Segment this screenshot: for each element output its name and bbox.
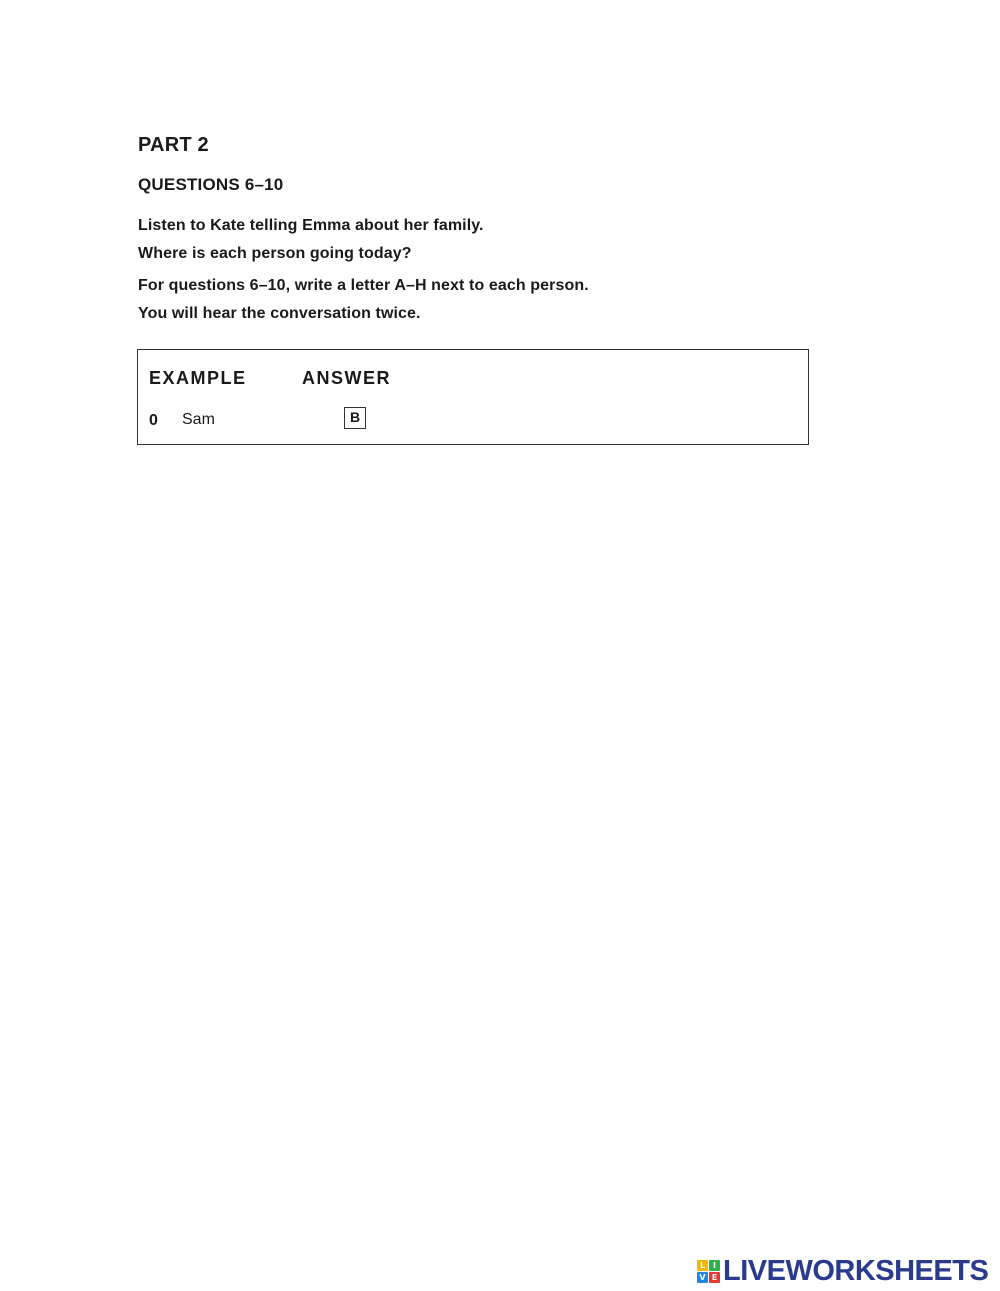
example-person-name: Sam bbox=[182, 411, 215, 428]
instruction-line-2: Where is each person going today? bbox=[138, 245, 412, 262]
instruction-line-1: Listen to Kate telling Emma about her family. bbox=[138, 217, 484, 234]
instruction-line-4: You will hear the conversation twice. bbox=[138, 305, 421, 322]
part-title: PART 2 bbox=[138, 134, 209, 156]
answer-heading: ANSWER bbox=[302, 368, 391, 388]
instruction-line-3: For questions 6–10, write a letter A–H next to each person. bbox=[138, 277, 589, 294]
logo-letter-l: L bbox=[697, 1260, 708, 1271]
brand-wordmark: LIVEWORKSHEETS bbox=[723, 1254, 989, 1287]
example-answer-box: B bbox=[344, 407, 366, 429]
example-box bbox=[137, 349, 809, 445]
liveworksheets-logo-icon bbox=[697, 1260, 720, 1283]
logo-letter-i: I bbox=[709, 1260, 720, 1271]
example-heading: EXAMPLE bbox=[149, 368, 247, 388]
example-number: 0 bbox=[149, 412, 158, 429]
liveworksheets-brand bbox=[697, 1256, 988, 1286]
logo-letter-v: V bbox=[697, 1272, 708, 1283]
logo-letter-e: E bbox=[709, 1272, 720, 1283]
questions-title: QUESTIONS 6–10 bbox=[138, 175, 284, 194]
